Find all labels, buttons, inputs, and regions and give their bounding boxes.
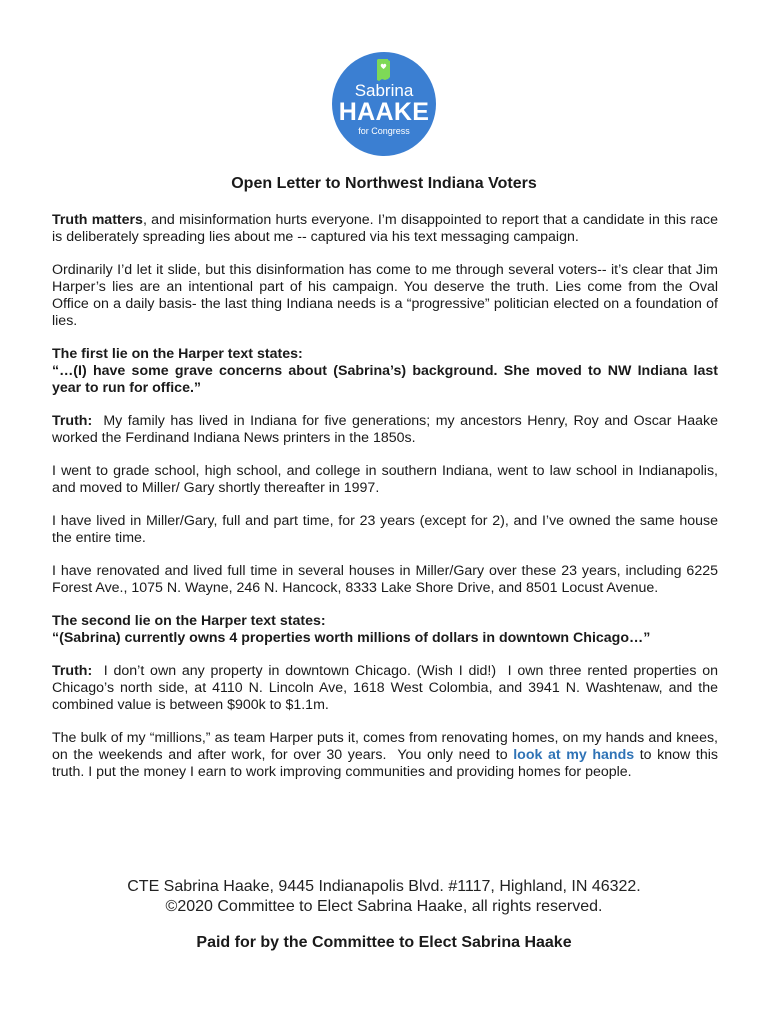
context-paragraph: Ordinarily I’d let it slide, but this disinformation has come to me through several voters-- it’s clear that Jim Harper’s lies are an intentional part of his campaign. You deserve the truth. Lies come from the Oval Office on a daily basis- the last thing Indiana needs is a “progressive” politician elected on a foundation of lies. (52, 262, 718, 329)
first-truth-text: My family has lived in Indiana for five generations; my ancestors Henry, Roy and Oscar Haake worked the Ferdinand Indiana News printers in the 1850s. (52, 413, 722, 446)
paid-for-disclaimer: Paid for by the Committee to Elect Sabrina Haake (196, 934, 572, 951)
footer-copyright: ©2020 Committee to Elect Sabrina Haake, all rights reserved. (165, 898, 603, 915)
second-truth-text: I don’t own any property in downtown Chicago. (Wish I did!) I own three rented properties on Chicago’s north side, at 4110 N. Lincoln Ave, 1618 West Colombia, and 3941 N. Washtenaw, and the combined value is between $900k to $1.1m. (52, 663, 722, 713)
millions-text-before: The bulk of my “millions,” as team Harper puts it, comes from renovating homes, on my hands and knees, on the weekends and after work, for over 30 years. You only need to (52, 730, 722, 763)
first-truth-label: Truth: (52, 413, 93, 429)
intro-lead: Truth matters (52, 212, 143, 228)
letter-title: Open Letter to Northwest Indiana Voters (231, 175, 537, 192)
logo-subtitle: for Congress (358, 126, 410, 136)
first-lie-heading-text: The first lie on the Harper text states: (52, 346, 303, 362)
letter-footer (0, 877, 768, 917)
first-lie-heading (52, 346, 718, 363)
look-at-my-hands-link[interactable]: look at my hands (513, 747, 635, 763)
second-lie-heading-text: The second lie on the Harper text states: (52, 613, 326, 629)
logo-last-name: HAAKE (338, 98, 430, 126)
first-lie-quote (52, 363, 718, 397)
lived-paragraph: I have lived in Miller/Gary, full and part time, for 23 years (except for 2), and I’ve owned the same house the entire time. (52, 513, 718, 546)
second-truth-paragraph (52, 663, 722, 714)
millions-text-after: to know this truth. I put the money I earn to work improving communities and providing homes for people. (52, 747, 718, 780)
intro-text: , and misinformation hurts everyone. I’m disappointed to report that a candidate in this race is deliberately spreading lies about me -- captured via his text messaging campaign. (52, 212, 718, 245)
letter-body (52, 212, 722, 797)
second-lie-quote (52, 630, 718, 647)
indiana-heart-icon (376, 58, 392, 82)
second-lie-heading (52, 613, 718, 630)
school-paragraph: I went to grade school, high school, and college in southern Indiana, went to law school in Indianapolis, and moved to Miller/ Gary shortly thereafter in 1997. (52, 463, 718, 496)
millions-paragraph (52, 730, 722, 781)
second-truth-label: Truth: (52, 663, 93, 679)
footer-address: CTE Sabrina Haake, 9445 Indianapolis Blvd. #1117, Highland, IN 46322. (127, 878, 641, 895)
logo-first-name: Sabrina (354, 81, 414, 100)
first-truth-paragraph (52, 413, 722, 447)
intro-paragraph (52, 212, 718, 246)
renovated-paragraph: I have renovated and lived full time in several houses in Miller/Gary over these 23 years, including 6225 Forest Ave., 1075 N. Wayne, 246 N. Hancock, 8333 Lake Shore Drive, and 8501 Locust Avenue. (52, 563, 718, 596)
second-lie-quote-text: “(Sabrina) currently owns 4 properties worth millions of dollars in downtown Chicago…” (52, 630, 651, 646)
first-lie-quote-text: “…(I) have some grave concerns about (Sabrina’s) background. She moved to NW Indiana last year to run for office.” (52, 363, 718, 396)
campaign-logo (332, 52, 436, 156)
